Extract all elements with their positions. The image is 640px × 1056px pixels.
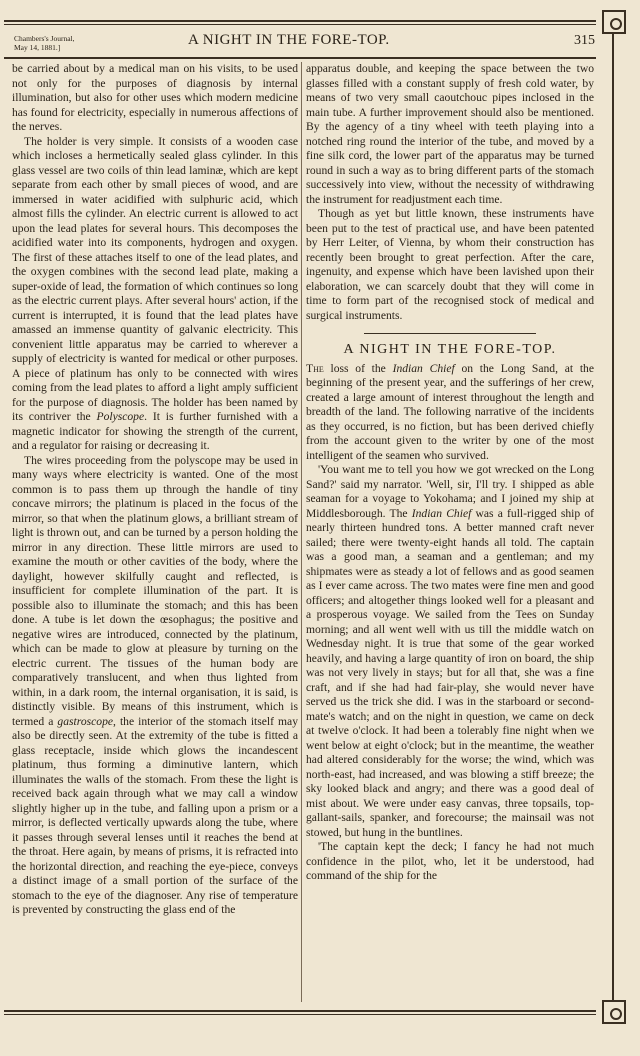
corner-ornament-icon [602, 10, 626, 34]
issue-date: May 14, 1881.] [14, 43, 61, 52]
right-column [306, 62, 594, 1004]
journal-name: Chambers's Journal, [14, 34, 75, 43]
top-rule [4, 20, 596, 22]
paragraph: The loss of the Indian Chief on the Long Sand, at the beginning of the present year, and the sufferings of her crew, created a large amount of interest throughout the length and breadth of the land. The following narrative of the incidents as they occurred, is no fiction, but has been derived chiefly from the account given to the writer by one of the most intelligent of the seamen who survived. [306, 361, 594, 462]
running-title: A NIGHT IN THE FORE-TOP. [188, 32, 390, 48]
paragraph: The holder is very simple. It consists of a wooden case which incloses a hermetically sealed glass cylinder. In this glass vessel are two coils of thin lead laminæ, which are kept separate from each other by small pieces of wood, and are immersed in water acidified with sulphuric acid, which almost fills the cylinder. An electric current is allowed to act upon the lead plates for several hours. This decomposes the acidified water into its components, hydrogen and oxygen. The first of these attaches itself to one of the lead plates, and the oxygen combines with the second lead plate, making a super-oxide of lead, the formation of which continues so long as the electric current plays. After several hours' action, if the current is interrupted, it is found that the lead plates have amassed an immense quantity of galvanic electricity. This convenient little apparatus may be carried to wherever a supply of electricity is wanted for medical or other purposes. A piece of platinum has only to be connected with wires coming from the lead plates to afford a light amply sufficient for the purpose of diagnosis. The holder has been named by its contriver the Polyscope. It is further furnished with a magnetic indicator for showing the strength of the current, and a regulator for raising or decreasing it. [12, 134, 298, 452]
corner-ornament-icon [602, 1000, 626, 1024]
left-column [12, 62, 298, 1004]
page-number: 315 [574, 33, 595, 48]
paragraph: be carried about by a medical man on his visits, to be used not only for the purposes of diagnosis by internal illumination, but also for other uses which modern medicine has found for electricity, especially in numerous affections of the nerves. [12, 62, 298, 133]
bottom-rule [4, 1010, 596, 1012]
paragraph: 'You want me to tell you how we got wrecked on the Long Sand?' said my narrator. 'Well, sir, I'll try. I shipped as able seaman for a voyage to Yokohama; and I joined my ship at Middlesborough. The Indian Chief was a full-rigged ship of nearly thirteen hundred tons. A better manned craft never sailed; there were twenty-eight hands all told. The captain was a good man, a seaman and a gentleman; and my shipmates were as steady a lot of fellows and as good seamen as I ever came across. The two mates were fine men and good officers; and altogether things looked well for a pleasant and a prosperous voyage. We sailed from the Tees on Sunday morning; and all went well with us till the middle watch on Wednesday night. It is true that some of the gear worked heavily, and having a large quantity of iron on board, the ship was not very lively in stays; but for all that, she was a fine craft, and if she had had fair-play, she would never have served us the trick she did. I was in the starboard or second-mate's watch; and on the night in question, we came on deck at twelve o'clock. It had been a tolerably fine night when we went below at eight o'clock; but in the meantime, the weather had altered considerably for the worse; the wind, which was north-east, had increased, and was blowing a stiff breeze; the sky looked black and angry; and there was a good deal of mist about. We were under easy canvas, three topsails, top-gallant-sails, spanker, and forecourse; the mainsail was not stowed, but hung in the buntlines. [306, 463, 594, 839]
column-divider [301, 62, 302, 1002]
ship-name: Indian Chief [392, 361, 455, 375]
italic-term: gastroscope [57, 714, 114, 728]
italic-term: Polyscope [96, 410, 145, 423]
paragraph: The wires proceeding from the polyscope may be used in many ways where electricity is wanted. One of the most common is to pass them up through the handle of tiny concave mirrors; the platinum is placed in the focus of the mirror, so that when the platinum glows, a brilliant stream of light is thrown out, and can be turned by a person holding the mirror in any direction. These little mirrors are used to examine the mouth or other cavities of the body, where the daylight, however skilfully caught and reflected, is insufficient for complete illumination of the part. It is possible also to illuminate the stomach; and this has been done. A tube is let down the œsophagus; the positive and negative wires are introduced, connected by the platinum, which can be made to glow at pleasure by turning on the electric current. The tissues of the human body are comparatively translucent, and when thus lighted from within, in a dark room, the internal organisation, it is said, is distinctly visible. By means of this instrument, which is termed a gastroscope, the interior of the stomach itself may also be directly seen. At the extremity of the tube is fitted a glass receptacle, inside which glows the incandescent platinum, thus forming a diminutive lantern, which illuminates the walls of the stomach. From these the light is received back again through what we may call a window slightly higher up in the tube, and falling upon a prism or a mirror, is deflected vertically upwards along the tube, where it passes through several lenses until it reaches the bend at the throat. Here again, by means of prisms, it is refracted into the horizontal direction, and reaching the eye-piece, conveys a distinct image of a small portion of the surface of the stomach to the eye of the diagnoser. Any rise of temperature is prevented by constructing the glass end of the [12, 453, 298, 916]
header-meta [14, 34, 104, 52]
paragraph: 'The captain kept the deck; I fancy he had not much confidence in the pilot, who, let it be understood, had command of the ship for the [306, 840, 594, 882]
ship-name: Indian Chief [411, 506, 472, 520]
paragraph: Though as yet but little known, these instruments have been put to the test of practical use, and have been patented by Herr Leiter, of Vienna, by whom their construction has recently been brought to great perfection. After the care, ingenuity, and expense which have been lavished upon their elaboration, we can scarcely doubt that they will come in time to form part of the recognised stock of medical and surgical instruments. [306, 207, 594, 322]
section-rule [364, 333, 537, 334]
paragraph: apparatus double, and keeping the space between the two glasses filled with a constant supply of fresh cold water, by means of two very small caoutchouc pipes inclosed in the main tube. A further improvement should also be mentioned. By the agency of a tiny wheel with teeth playing into a notched ring round the interior of the tube, and moved by a fine silk cord, the lower part of the apparatus may be turned round in such a way as to bring different parts of the stomach successively into view, without the necessity of withdrawing the instrument for readjustment each time. [306, 62, 594, 206]
side-rule [612, 34, 614, 1002]
bottom-rule-thin [4, 1014, 596, 1015]
section-title: A NIGHT IN THE FORE-TOP. [343, 342, 557, 357]
header-rule [4, 57, 596, 59]
top-rule-thin [4, 24, 596, 25]
